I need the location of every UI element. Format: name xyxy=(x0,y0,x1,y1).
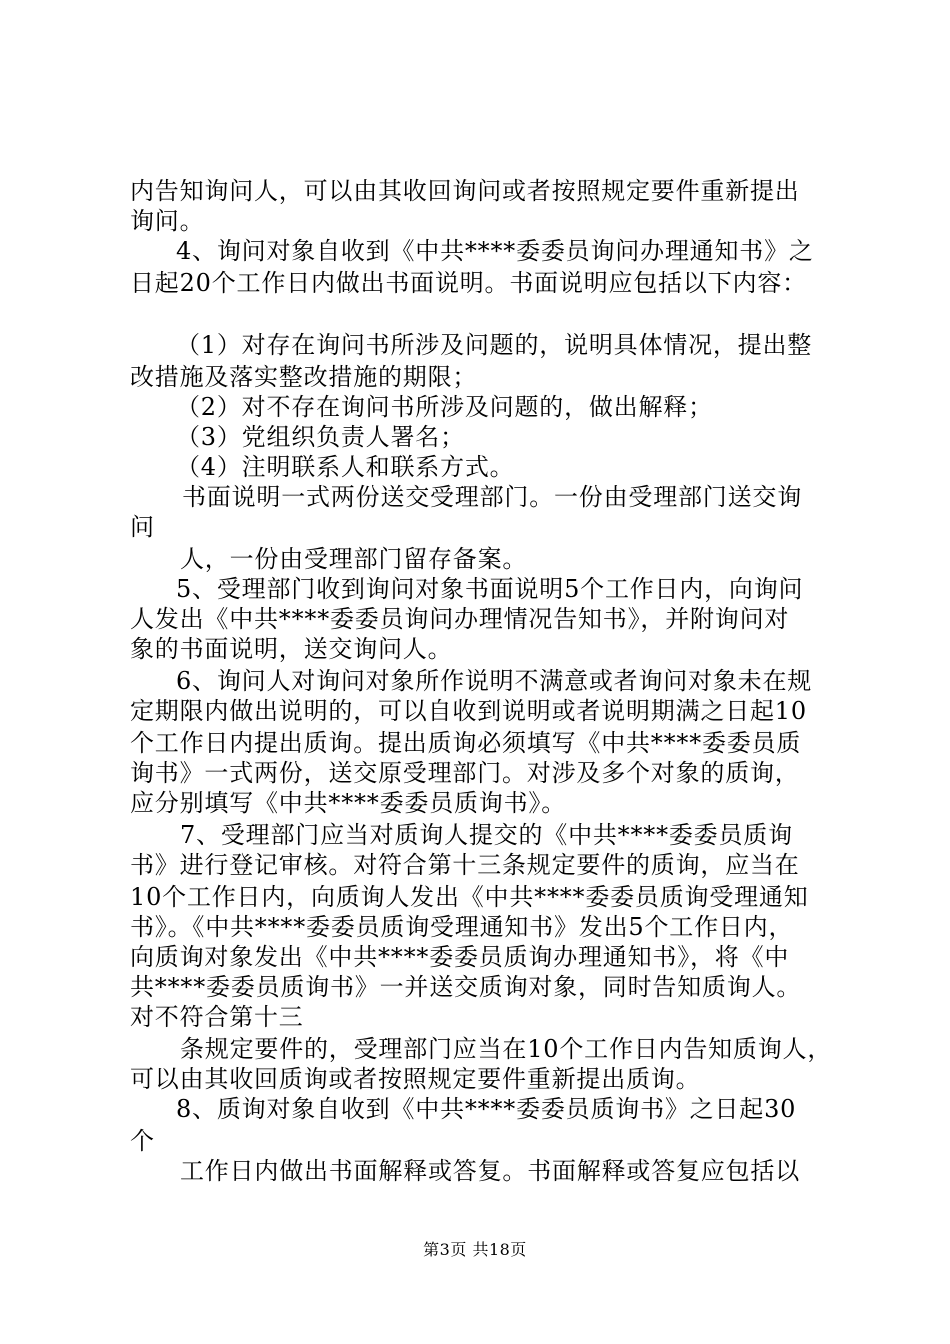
text-line: 询问。 xyxy=(130,207,205,235)
text-line: 定期限内做出说明的，可以自收到说明或者说明期满之日起10 xyxy=(130,697,807,725)
text-line: 向质询对象发出《中共****委委员质询办理通知书》，将《中 xyxy=(130,943,790,971)
text-line: 人发出《中共****委委员询问办理情况告知书》，并附询问对 xyxy=(130,605,790,633)
text-line: 书》进行登记审核。对符合第十三条规定要件的质询，应当在 xyxy=(130,851,800,879)
text-line: 10个工作日内，向质询人发出《中共****委委员质询受理通知 xyxy=(130,883,809,911)
text-line: （4）注明联系人和联系方式。 xyxy=(176,453,515,481)
text-line: 8、质询对象自收到《中共****委委员质询书》之日起30 xyxy=(176,1095,797,1123)
text-line: 个 xyxy=(130,1127,155,1155)
page-number: 第3页 共18页 xyxy=(423,1240,527,1259)
text-line: 改措施及落实整改措施的期限； xyxy=(130,363,478,391)
text-line: 可以由其收回质询或者按照规定要件重新提出质询。 xyxy=(130,1065,701,1093)
text-line: 共****委委员质询书》一并送交质询对象，同时告知质询人。 xyxy=(130,973,802,1001)
text-line: 人，一份由受理部门留存备案。 xyxy=(180,545,528,573)
text-line: 内告知询问人，可以由其收回询问或者按照规定要件重新提出 xyxy=(130,177,800,205)
text-line: 象的书面说明，送交询问人。 xyxy=(130,635,453,663)
text-line: 7、受理部门应当对质询人提交的《中共****委委员质询 xyxy=(180,821,793,849)
text-line: 对不符合第十三 xyxy=(130,1003,304,1031)
text-line: 书》。《中共****委委员质询受理通知书》发出5个工作日内， xyxy=(130,913,794,941)
text-line: （3）党组织负责人署名； xyxy=(176,423,465,451)
text-line: 4、询问对象自收到《中共****委委员询问办理通知书》之 xyxy=(176,237,814,265)
text-line: （2）对不存在询问书所涉及问题的，做出解释； xyxy=(176,393,713,421)
text-line: 问 xyxy=(130,513,155,541)
text-line: 询书》一式两份，送交原受理部门。对涉及多个对象的质询， xyxy=(130,759,800,787)
text-line: 条规定要件的，受理部门应当在10个工作日内告知质询人， xyxy=(180,1035,833,1063)
text-line: （1）对存在询问书所涉及问题的，说明具体情况，提出整 xyxy=(176,331,813,359)
text-line: 5、受理部门收到询问对象书面说明5个工作日内，向询问 xyxy=(176,575,804,603)
text-line: 工作日内做出书面解释或答复。书面解释或答复应包括以 xyxy=(180,1157,800,1185)
text-line: 书面说明一式两份送交受理部门。一份由受理部门送交询 xyxy=(182,483,802,511)
text-line: 应分别填写《中共****委委员质询书》。 xyxy=(130,789,566,817)
text-line: 日起20个工作日内做出书面说明。书面说明应包括以下内容： xyxy=(130,269,807,297)
text-line: 个工作日内提出质询。提出质询必须填写《中共****委委员质 xyxy=(130,729,802,757)
text-line: 6、询问人对询问对象所作说明不满意或者询问对象未在规 xyxy=(176,667,813,695)
